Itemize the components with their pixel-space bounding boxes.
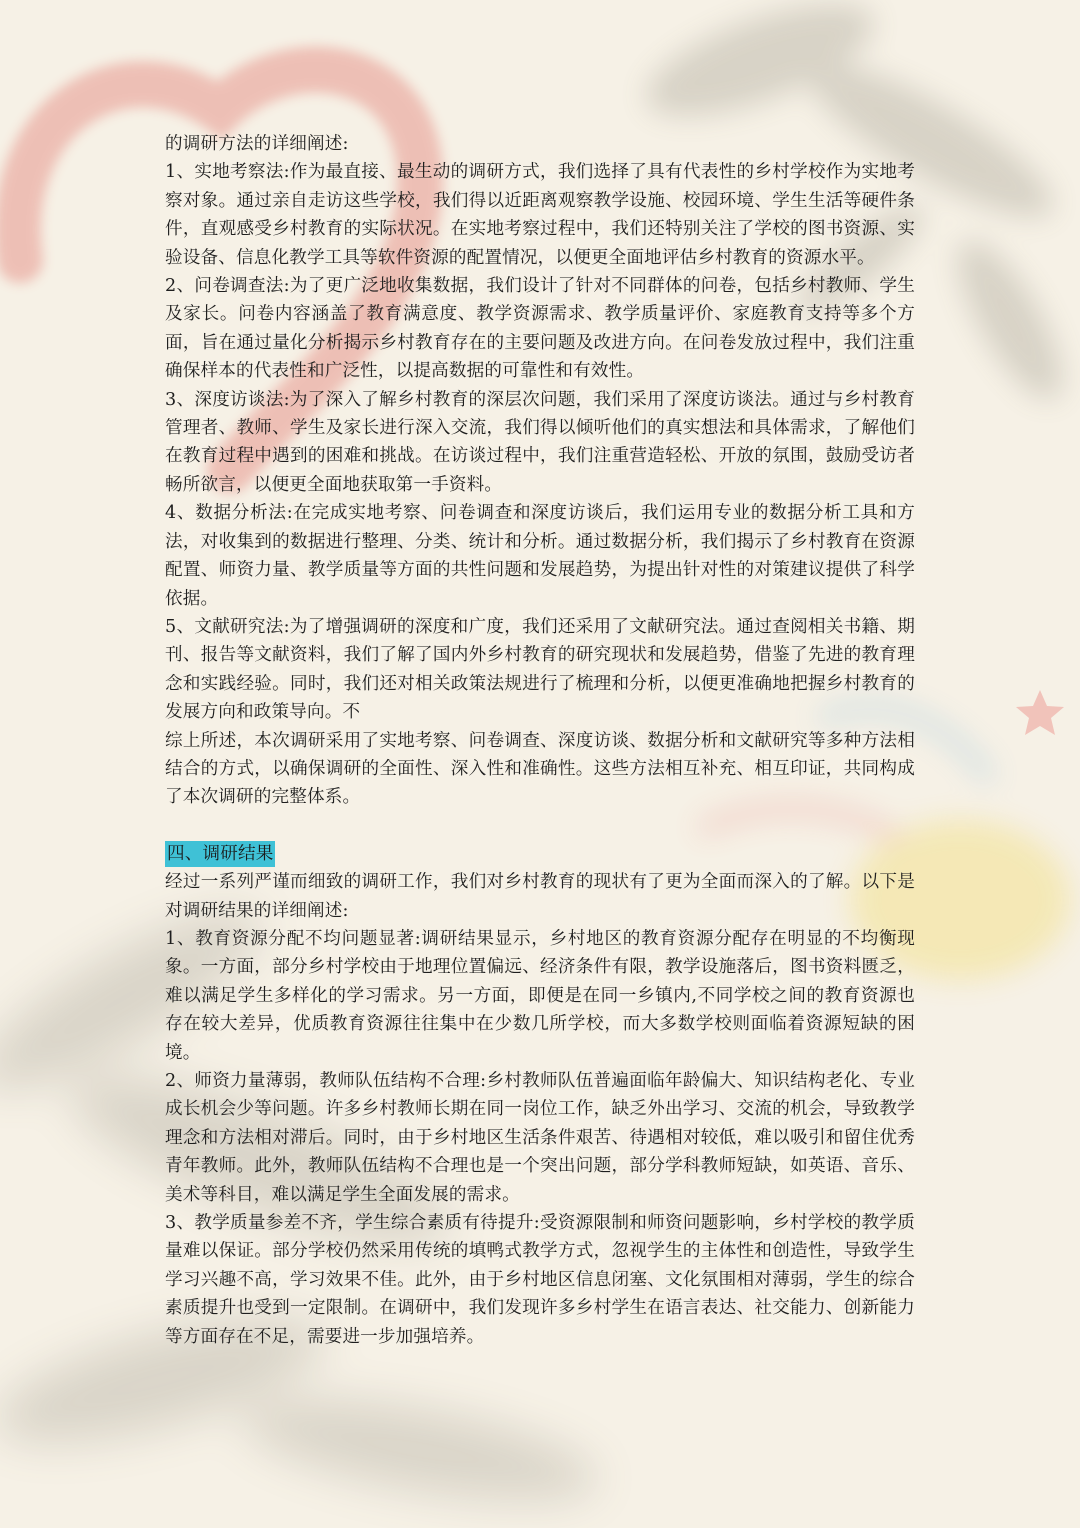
result-item-quality: 3、教学质量参差不齐，学生综合素质有待提升:受资源限制和师资问题影响，乡村学校的教学质量难以保证。部分学校仍然采用传统的填鸭式教学方式，忽视学生的主体性和创造性，导致学生学习兴趣不高，学习效果不佳。此外，由于乡村地区信息闭塞、文化氛围相对薄弱，学生的综合素质提升也受到一定限制。在调研中，我们发现许多乡村学生在语言表达、社交能力、创新能力等方面存在不足，需要进一步加强培养。 (165, 1213, 915, 1347)
result-item-resources: 1、教育资源分配不均问题显著:调研结果显示，乡村地区的教育资源分配存在明显的不均衡现象。一方面，部分乡村学校由于地理位置偏远、经济条件有限，教学设施落后，图书资料匮乏，难以满足学生多样化的学习需求。另一方面，即便是在同一乡镇内,不同学校之间的教育资源也存在较大差异，优质教育资源往往集中在少数几所学校，而大多数学校则面临着资源短缺的困境。 (165, 928, 915, 1063)
star-decoration (1016, 690, 1064, 735)
results-heading: 四、调研结果 (165, 841, 275, 867)
method-item-literature: 5、文献研究法:为了增强调研的深度和广度，我们还采用了文献研究法。通过查阅相关书籍、期刊、报告等文献资料，我们了解了国内外乡村教育的研究现状和发展趋势，借鉴了先进的教育理念和实践经验。同时，我们还对相关政策法规进行了梳理和分析，以便更准确地把握乡村教育的发展方向和政策导向。不 (165, 616, 915, 723)
results-heading-line (165, 840, 915, 868)
result-item-teachers: 2、师资力量薄弱，教师队伍结构不合理:乡村教师队伍普遍面临年龄偏大、知识结构老化、专业成长机会少等问题。许多乡村教师长期在同一岗位工作，缺乏外出学习、交流的机会，导致教学理念和方法相对滞后。同时，由于乡村地区生活条件艰苦、待遇相对较低，难以吸引和留住优秀青年教师。此外，教师队伍结构不合理也是一个突出问题，部分学科教师短缺，如英语、音乐、美术等科目，难以满足学生全面发展的需求。 (165, 1071, 915, 1205)
method-item-interview: 3、深度访谈法:为了深入了解乡村教育的深层次问题，我们采用了深度访谈法。通过与乡村教育管理者、教师、学生及家长进行深入交流，我们得以倾听他们的真实想法和具体需求，了解他们在教育过程中遇到的困难和挑战。在访谈过程中，我们注重营造轻松、开放的氛围，鼓励受访者畅所欲言，以便更全面地获取第一手资料。 (165, 389, 915, 495)
document-body (165, 130, 915, 1351)
section-spacer (165, 812, 915, 840)
methods-summary: 综上所述，本次调研采用了实地考察、问卷调查、深度访谈、数据分析和文献研究等多种方法相结合的方式，以确保调研的全面性、深入性和准确性。这些方法相互补充、相互印证，共同构成了本次调研的完整体系。 (165, 730, 915, 808)
method-item-field-visit: 1、实地考察法:作为最直接、最生动的调研方式，我们选择了具有代表性的乡村学校作为实地考察对象。通过亲自走访这些学校，我们得以近距离观察教学设施、校园环境、学生生活等硬件条件，直观感受乡村教育的实际状况。在实地考察过程中，我们还特别关注了学校的图书资源、实验设备、信息化教学工具等软件资源的配置情况，以便更全面地评估乡村教育的资源水平。 (165, 162, 915, 268)
section-intro-tail: 的调研方法的详细阐述: (165, 134, 349, 154)
method-item-questionnaire: 2、问卷调查法:为了更广泛地收集数据，我们设计了针对不同群体的问卷，包括乡村教师、学生及家长。问卷内容涵盖了教育满意度、教学资源需求、教学质量评价、家庭教育支持等多个方面，旨在通过量化分析揭示乡村教育存在的主要问题及改进方向。在问卷发放过程中，我们注重确保样本的代表性和广泛性，以提高数据的可靠性和有效性。 (165, 276, 915, 382)
method-item-data-analysis: 4、数据分析法:在完成实地考察、问卷调查和深度访谈后，我们运用专业的数据分析工具和方法，对收集到的数据进行整理、分类、统计和分析。通过数据分析，我们揭示了乡村教育在资源配置、师资力量、教学质量等方面的共性问题和发展趋势，为提出针对性的对策建议提供了科学依据。 (165, 503, 915, 609)
results-intro: 经过一系列严谨而细致的调研工作，我们对乡村教育的现状有了更为全面而深入的了解。以下是对调研结果的详细阐述: (165, 872, 915, 921)
